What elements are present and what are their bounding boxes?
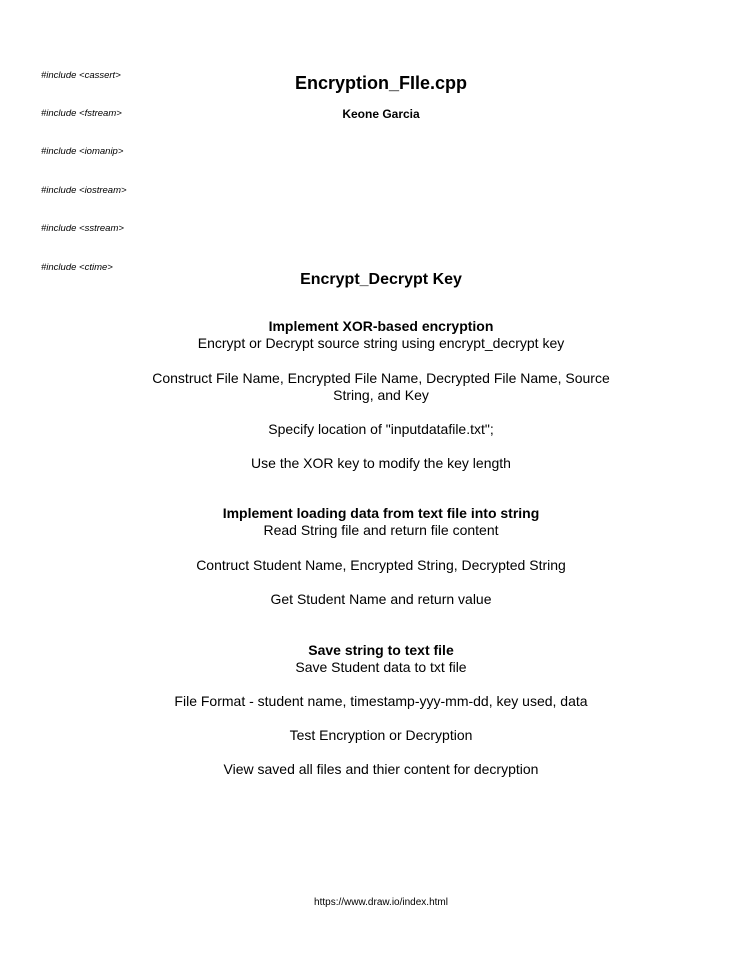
group-xor-encryption	[0, 318, 743, 352]
group-item: Contruct Student Name, Encrypted String, Decrypted String	[196, 557, 566, 573]
group-heading: Implement loading data from text file into string	[222, 505, 540, 521]
group-item: Construct File Name, Encrypted File Name, Decrypted File Name, Source String, and Key	[152, 370, 610, 403]
footer-url: https://www.draw.io/index.html	[314, 897, 448, 908]
document-title: Encryption_FIle.cpp	[294, 73, 468, 93]
group-item: File Format - student name, timestamp-yyy-mm-dd, key used, data	[174, 693, 588, 709]
group-item: View saved all files and thier content for decryption	[223, 761, 539, 777]
group-subtitle: Read String file and return file content	[263, 522, 499, 538]
include-line: #include <cassert>	[41, 69, 121, 81]
group-heading: Save string to text file	[308, 642, 454, 658]
include-line: #include <sstream>	[41, 223, 124, 235]
include-line: #include <fstream>	[41, 107, 122, 119]
section-title: Encrypt_Decrypt Key	[300, 271, 462, 288]
group-item: Use the XOR key to modify the key length	[251, 455, 511, 471]
group-subtitle: Encrypt or Decrypt source string using encrypt_decrypt key	[197, 335, 565, 351]
group-item: Test Encryption or Decryption	[289, 727, 473, 743]
group-loading-data	[0, 505, 743, 539]
group-item: Specify location of "inputdatafile.txt";	[268, 421, 494, 437]
group-heading: Implement XOR-based encryption	[268, 318, 494, 334]
include-line: #include <iomanip>	[41, 146, 124, 158]
author-name: Keone Garcia	[342, 107, 420, 121]
include-line: #include <iostream>	[41, 184, 127, 196]
group-subtitle: Save Student data to txt file	[295, 659, 467, 675]
include-line: #include <ctime>	[41, 261, 113, 273]
group-save-string	[0, 642, 743, 676]
group-item: Get Student Name and return value	[270, 591, 492, 607]
